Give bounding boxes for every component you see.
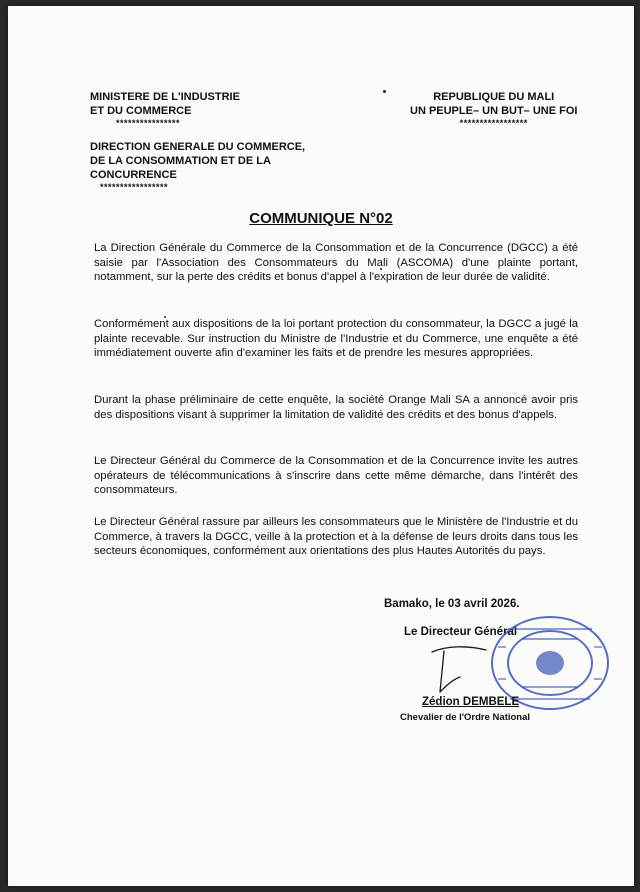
paragraph: Conformément aux dispositions de la loi portant protection du consommateur, la DGCC a jugé la plainte recevable. Sur instruction du Ministre de l'Industrie et du Commerce, une enquête a été immédiatement ouverte afin d'examiner les faits et de prendre les mesures appropriées. [94, 318, 578, 360]
ministry-stars: **************** [116, 118, 181, 128]
direction-line-1: DIRECTION GENERALE DU COMMERCE, [90, 141, 306, 153]
ministry-line-1: MINISTERE DE L'INDUSTRIE [90, 91, 240, 103]
paragraph: Le Directeur Général rassure par ailleurs les consommateurs que le Ministère de l'Industrie et du Commerce, à travers la DGCC, veille à la protection et à la défense de leurs droits dans tous les secteurs économiques, conformément aux orientations des plus Hautes Autorités du pays. [94, 516, 578, 558]
ministry-line-2: ET DU COMMERCE [90, 105, 192, 117]
republic-header [410, 90, 577, 128]
document-page [8, 6, 634, 886]
direction-line-2: DE LA CONSOMMATION ET DE LA [90, 155, 271, 167]
signatory-title: Chevalier de l'Ordre National [400, 712, 531, 723]
republic-name: REPUBLIQUE DU MALI [433, 91, 555, 103]
communique-title: COMMUNIQUE N°02 [249, 210, 393, 227]
handwritten-signature [426, 642, 496, 700]
republic-motto: UN PEUPLE– UN BUT– UNE FOI [410, 105, 578, 117]
republic-stars: ***************** [459, 118, 528, 128]
direction-line-3: CONCURRENCE [90, 169, 177, 181]
direction-stars: ***************** [100, 182, 169, 192]
ministry-header [90, 90, 240, 128]
place-date: Bamako, le 03 avril 2026. [384, 598, 520, 610]
paragraph: La Direction Générale du Commerce de la Consommation et de la Concurrence (DGCC) a été saisie par l'Association des Consommateurs du Mali (ASCOMA) d'une plainte portant, notamment, sur la perte des crédits et bonus d'appel à l'expiration de leur durée de validité. [94, 242, 578, 284]
paragraph: Le Directeur Général du Commerce de la Consommation et de la Concurrence invite les autres opérateurs de télécommunications à s'inscrire dans cette même démarche, dans l'intérêt des consommateurs. [94, 455, 578, 497]
paragraph: Durant la phase préliminaire de cette enquête, la société Orange Mali SA a annoncé avoir pris des dispositions visant à supprimer la limitation de validité des crédits et des bonus d'appels. [94, 394, 578, 421]
speck-mark [383, 90, 386, 93]
signatory-name: Zédion DEMBELE [422, 696, 520, 708]
direction-header [90, 140, 305, 192]
signatory-role: Le Directeur Général [404, 626, 518, 638]
